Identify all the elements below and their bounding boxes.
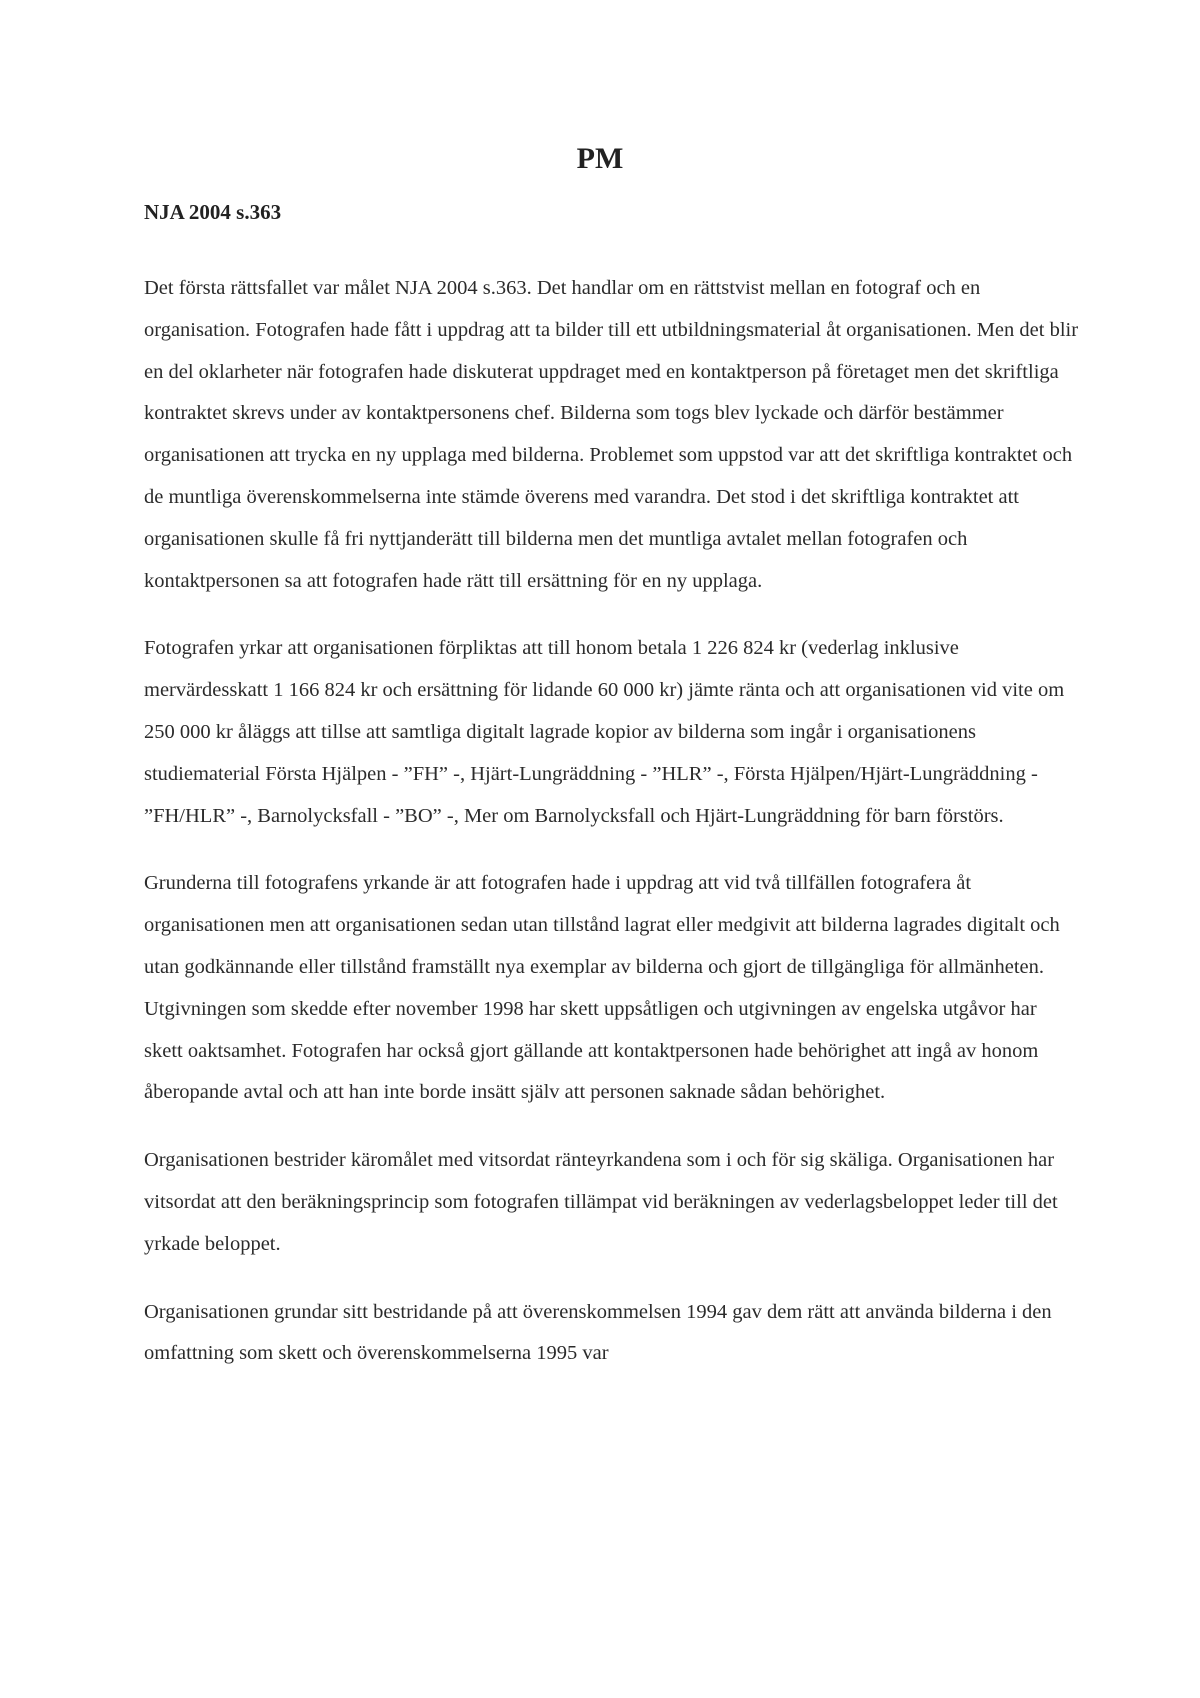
case-heading: NJA 2004 s.363	[144, 200, 282, 224]
paragraph-4: Organisationen bestrider käromålet med vitsordat ränteyrkandena som i och för sig skäliga. Organisationen har vitsordat att den beräkningsprincip som fotografen tillämpat vid beräkningen av vederlagsbeloppet leder till det yrkade beloppet.	[144, 1149, 1058, 1255]
paragraph-2: Fotografen yrkar att organisationen förpliktas att till honom betala 1 226 824 kr (vederlag inklusive mervärdesskatt 1 166 824 kr och ersättning för lidande 60 000 kr) jämte ränta och att organisationen vid vite om 250 000 kr åläggs att tillse att samtliga digitalt lagrade kopior av bilderna som ingår i organisationens studiematerial Första Hjälpen - ”FH” -, Hjärt-Lungräddning - ”HLR” -, Första Hjälpen/Hjärt-Lungräddning - ”FH/HLR” -, Barnolycksfall - ”BO” -, Mer om Barnolycksfall och Hjärt-Lungräddning för barn förstörs.	[144, 637, 1065, 827]
paragraph-3: Grunderna till fotografens yrkande är att fotografen hade i uppdrag att vid två tillfällen fotografera åt organisationen men att organisationen sedan utan tillstånd lagrat eller medgivit att bilderna lagrades digitalt och utan godkännande eller tillstånd framställt nya exemplar av bilderna och gjort de tillgängliga för allmänheten. Utgivningen som skedde efter november 1998 har skett uppsåtligen och utgivningen av engelska utgåvor har skett oaktsamhet. Fotografen har också gjort gällande att kontaktpersonen hade behörighet att ingå av honom åberopande avtal och att han inte borde insätt själv att personen saknade sådan behörighet.	[144, 872, 1060, 1104]
page-title: PM	[576, 142, 624, 175]
paragraph-5: Organisationen grundar sitt bestridande på att överenskommelsen 1994 gav dem rätt att använda bilderna i den omfattning som skett och överenskommelserna 1995 var	[144, 1300, 1052, 1365]
paragraph-1: Det första rättsfallet var målet NJA 2004 s.363. Det handlar om en rättstvist mellan en fotograf och en organisation. Fotografen hade fått i uppdrag att ta bilder till ett utbildningsmaterial åt organisationen. Men det blir en del oklarheter när fotografen hade diskuterat uppdraget med en kontaktperson på företaget men det skriftliga kontraktet skrevs under av kontaktpersonens chef. Bilderna som togs blev lyckade och därför bestämmer organisationen att trycka en ny upplaga med bilderna. Problemet som uppstod var att det skriftliga kontraktet och de muntliga överenskommelserna inte stämde överens med varandra. Det stod i det skriftliga kontraktet att organisationen skulle få fri nyttjanderätt till bilderna men det muntliga avtalet mellan fotografen och kontaktpersonen sa att fotografen hade rätt till ersättning för en ny upplaga.	[144, 277, 1079, 592]
body-text	[144, 268, 1079, 1401]
